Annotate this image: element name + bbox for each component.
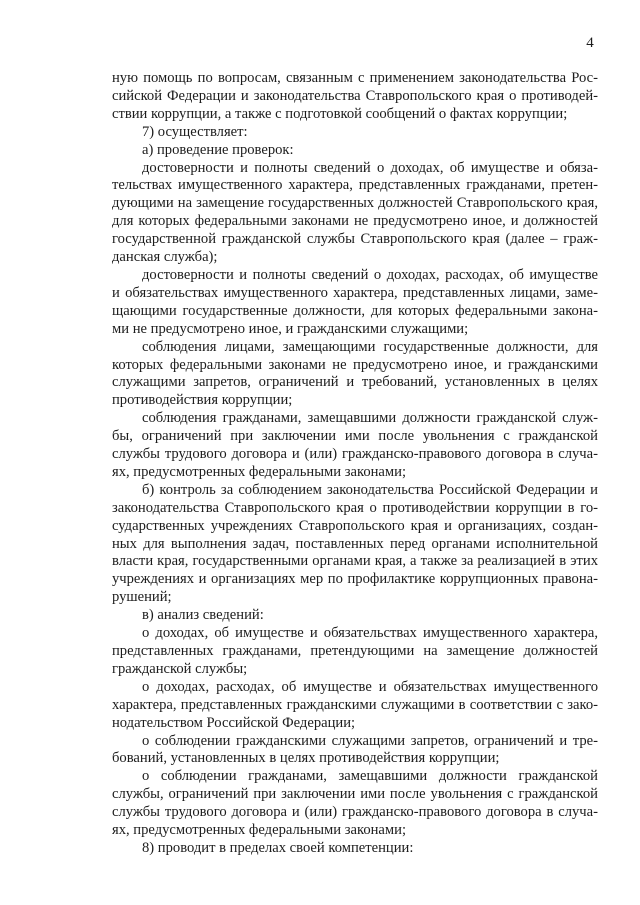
text-line: о доходах, об имуществе и обязательствах имущественного характера, [142,625,598,642]
text-line: о соблюдении гражданскими служащими запретов, ограничений и тре- [142,732,598,749]
text-line: в) анализ сведений: [142,607,264,624]
text-line: а) проведение проверок: [142,141,294,158]
text-line: государственной гражданской службы Ставропольского края (далее – граж- [112,231,598,248]
text-line: бы, ограничений при заключении ими после увольнения с гражданской [112,428,598,445]
text-line: сударственных учреждениях Ставропольского края и организациях, создан- [112,517,598,534]
text-line: учреждениях и организациях мер по профилактике коррупционных правона- [112,571,598,588]
text-line: достоверности и полноты сведений о доходах, об имуществе и обяза- [142,159,598,176]
text-line: тельствах имущественного характера, представленных гражданами, претен- [112,177,598,194]
text-line: б) контроль за соблюдением законодательства Российской Федерации и [142,481,598,498]
text-line: законодательства Ставропольского края о противодействии коррупции в го- [112,499,598,516]
text-line: характера, представленных гражданскими служащими в соответствии с зако- [112,696,598,713]
text-line: 7) осуществляет: [142,123,248,140]
text-line: ствии коррупции, а также с подготовкой сообщений о фактах коррупции; [112,105,568,122]
text-line: соблюдения гражданами, замещавшими должности гражданской служ- [142,410,598,427]
text-line: 8) проводит в пределах своей компетенции: [142,839,414,856]
page-number: 4 [586,35,594,51]
document-body [112,70,598,858]
text-line: достоверности и полноты сведений о доходах, расходах, об имуществе [142,266,598,283]
text-line: службы трудового договора и (или) гражданско-правового договора в случа- [112,804,598,821]
text-line: службы трудового договора и (или) гражданско-правового договора в случа- [112,446,598,463]
text-line: власти края, государственными органами края, а также за реализацией в этих [112,553,598,570]
text-line: о доходах, расходах, об имуществе и обязательствах имущественного [142,678,598,695]
text-line: рушений; [112,589,172,606]
text-line: сийской Федерации и законодательства Ставропольского края о противодей- [112,87,598,104]
text-line: ми не предусмотрено иное, и гражданскими служащими; [112,320,469,337]
text-line: ях, предусмотренных федеральными законами; [112,463,407,480]
text-line: о соблюдении гражданами, замещавшими должности гражданской [142,768,598,785]
text-line: ную помощь по вопросам, связанным с применением законодательства Рос- [112,70,598,86]
text-line: ях, предусмотренных федеральными законами; [112,822,407,839]
text-line: щающими государственные должности, для которых федеральными закона- [112,302,598,319]
text-line: гражданской службы; [112,660,248,677]
text-line: данская служба); [112,249,218,266]
text-line: представленных гражданами, претендующими на замещение должностей [112,643,598,659]
text-line: противодействия коррупции; [112,392,293,409]
text-line: соблюдения лицами, замещающими государственные должности, для [142,338,598,355]
text-line: служащими запретов, ограничений и требований, установленных в целях [112,374,598,391]
text-line: нодательством Российской Федерации; [112,714,356,731]
text-line: бований, установленных в целях противодействия коррупции; [112,750,500,767]
text-line: для которых федеральными законами не предусмотрено иное, и должностей [112,213,598,230]
text-line: и обязательствах имущественного характера, представленных лицами, заме- [112,284,598,301]
text-line: дующими на замещение государственных должностей Ставропольского края, [112,195,598,212]
text-line: службы, ограничений при заключении ими после увольнения с гражданской [112,786,598,803]
text-line: ных для выполнения задач, поставленных перед органами исполнительной [112,535,598,552]
text-line: которых федеральными законами не предусмотрено иное, и гражданскими [112,356,598,373]
